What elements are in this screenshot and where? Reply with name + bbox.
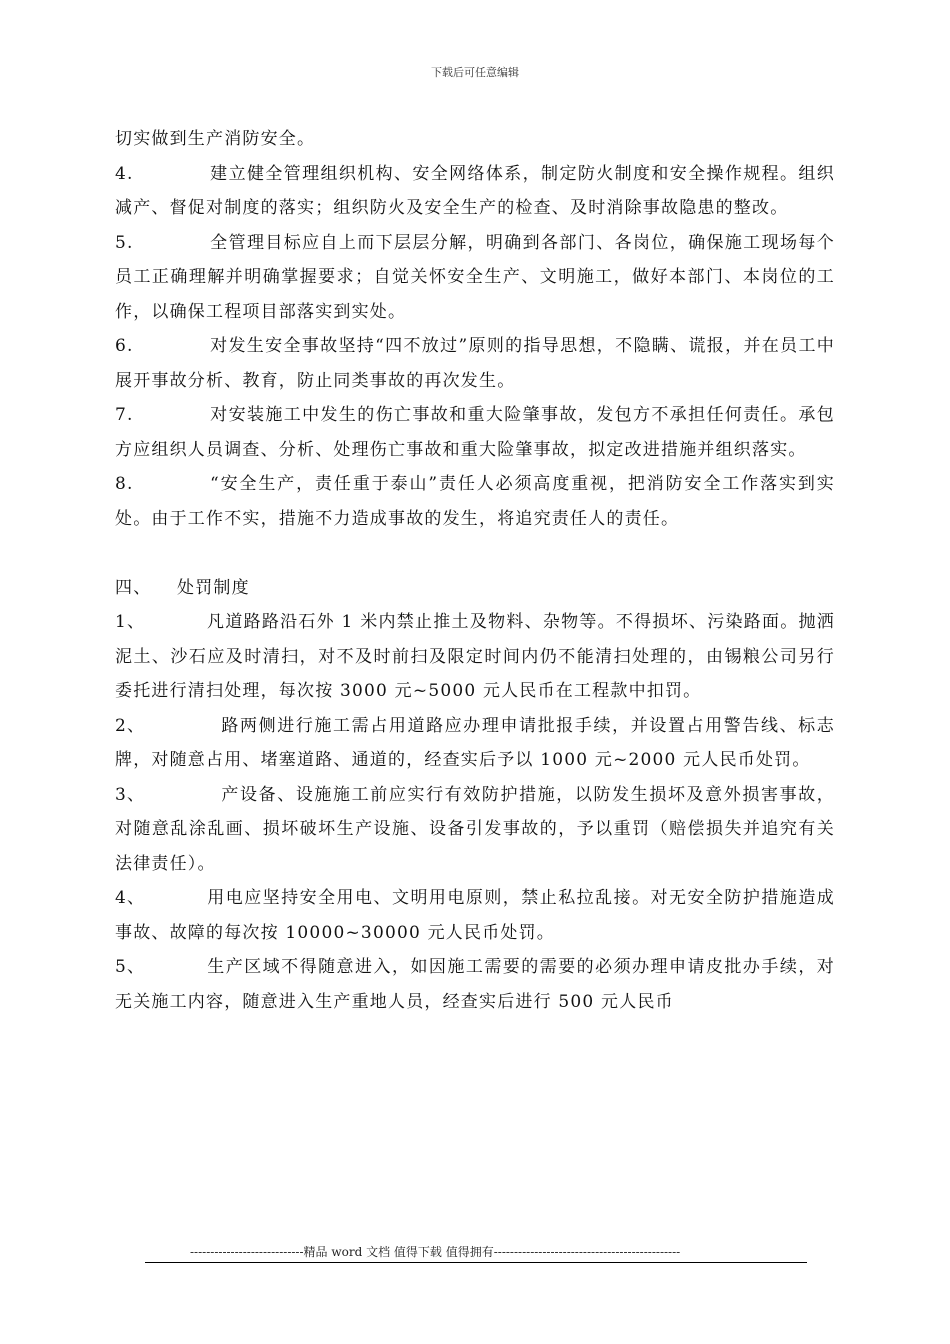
numbered-paragraph [115,467,835,536]
paragraph-text: 切实做到生产消防安全。 [115,129,316,149]
numbered-paragraph [115,778,835,882]
blank-line [115,536,835,571]
paragraph-number: 1、 [115,612,146,632]
paragraph-number: 5、 [115,957,146,977]
numbered-paragraph [115,226,835,330]
paragraph-number: 6. [115,336,134,356]
section-heading [115,571,835,606]
page-header: 下载后可任意编辑 [431,66,519,79]
paragraph-text: 对安装施工中发生的伤亡事故和重大险肇事故，发包方不承担任何责任。承包方应组织人员调查、分析、处理伤亡事故和重大险肇事故，拟定改进措施并组织落实。 [115,405,835,460]
paragraph-text: 路两侧进行施工需占用道路应办理申请批报手续，并设置占用警告线、标志牌，对随意占用、堵塞道路、通道的，经查实后予以 1000 元~2000 元人民币处罚。 [115,715,835,770]
footer-rule [145,1262,807,1263]
paragraph-number: 8. [115,474,134,494]
paragraph [115,122,835,157]
paragraph-text: 用电应坚持安全用电、文明用电原则，禁止私拉乱接。对无安全防护措施造成事故、故障的每次按 10000~30000 元人民币处罚。 [115,888,835,943]
paragraph-text: 凡道路路沿石外 1 米内禁止推土及物料、杂物等。不得损坏、污染路面。抛洒泥土、沙石应及时清扫，对不及时前扫及限定时间内仍不能清扫处理的，由锡粮公司另行委托进行清扫处理，每次按 3000 元~5000 元人民币在工程款中扣罚。 [115,612,835,701]
paragraph-text: 产设备、设施施工前应实行有效防护措施，以防发生损坏及意外损害事故，对随意乱涂乱画、损坏破坏生产设施、设备引发事故的，予以重罚（赔偿损失并追究有关法律责任）。 [115,784,835,874]
paragraph-number: 4、 [115,888,146,908]
numbered-paragraph [115,329,835,398]
numbered-paragraph [115,398,835,467]
section-title: 处罚制度 [177,577,250,598]
paragraph-text: 全管理目标应自上而下层层分解，明确到各部门、各岗位，确保施工现场每个员工正确理解并明确掌握要求；自觉关怀安全生产、文明施工，做好本部门、本岗位的工作，以确保工程项目部落实到实处。 [115,232,835,322]
paragraph-number: 2、 [115,715,146,736]
paragraph-number: 3、 [115,784,146,805]
page-footer: ----------------------------精品 word 文档 值得下载 值得拥有---------------------------------------------- [190,1245,681,1259]
numbered-paragraph [115,157,835,226]
paragraph-text: 建立健全管理组织机构、安全网络体系，制定防火制度和安全操作规程。组织减产、督促对制度的落实；组织防火及安全生产的检查、及时消除事故隐患的整改。 [115,163,835,218]
paragraph-text: 生产区域不得随意进入，如因施工需要的需要的必须办理申请皮批办手续，对无关施工内容，随意进入生产重地人员，经查实后进行 500 元人民币 [115,957,835,1012]
numbered-paragraph [115,881,835,950]
paragraph-text: “安全生产，责任重于泰山”责任人必须高度重视，把消防安全工作落实到实处。由于工作不实，措施不力造成事故的发生，将追究责任人的责任。 [115,474,835,529]
paragraph-number: 7. [115,405,134,425]
numbered-paragraph [115,605,835,709]
section-number: 四、 [115,577,152,598]
numbered-paragraph [115,709,835,778]
paragraph-number: 4. [115,163,134,184]
paragraph-text: 对发生安全事故坚持“四不放过”原则的指导思想，不隐瞒、谎报，并在员工中展开事故分析、教育，防止同类事故的再次发生。 [115,336,835,391]
document-body [115,122,835,1019]
numbered-paragraph [115,950,835,1019]
paragraph-number: 5. [115,232,134,253]
